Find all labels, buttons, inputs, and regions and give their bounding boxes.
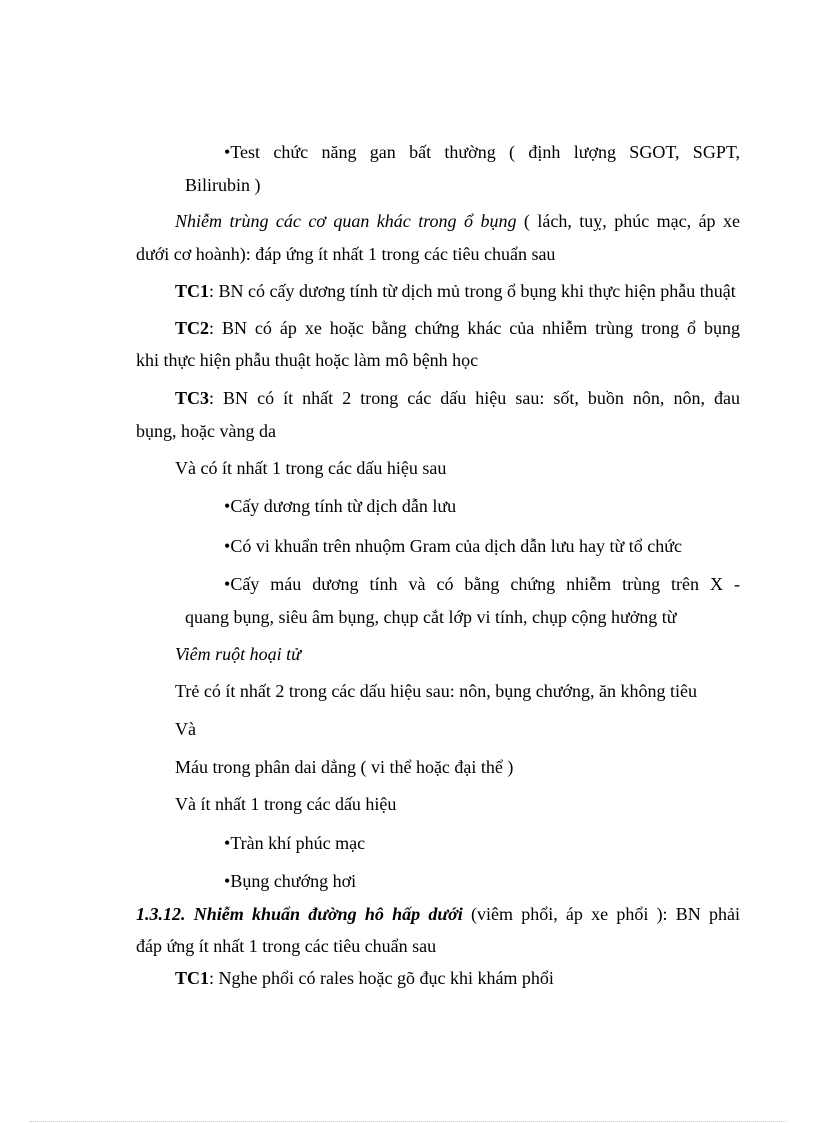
criterion-tc1: TC1: BN có cấy dương tính từ dịch mủ trong ổ bụng khi thực hiện phẫu thuật (175, 281, 736, 301)
section-heading: 1.3.12. Nhiễm khuẩn đường hô hấp dưới (viêm phổi, áp xe phổi ): BN phải (136, 904, 740, 924)
nec-line-2: Và (175, 719, 196, 739)
bullet-icon: • (224, 142, 231, 162)
bullet-liver-test-cont: Bilirubin ) (185, 175, 261, 195)
criterion-tc3: TC3: BN có ít nhất 2 trong các dấu hiệu sau: sốt, buồn nôn, nôn, đau (175, 388, 740, 408)
criterion-tc3-cont: bụng, hoặc vàng da (136, 421, 276, 441)
nec-title: Viêm ruột hoại tử (175, 644, 301, 664)
criterion-label: TC1 (175, 281, 210, 301)
bullet-item: • Có vi khuẩn trên nhuộm Gram của dịch dẫn lưu hay từ tổ chức (224, 535, 682, 557)
criterion-label: TC3 (175, 388, 210, 408)
nec-line-1: Trẻ có ít nhất 2 trong các dấu hiệu sau: nôn, bụng chướng, ăn không tiêu (175, 681, 698, 701)
paragraph-intra-abdominal-cont: dưới cơ hoành): đáp ứng ít nhất 1 trong các tiêu chuẩn sau (136, 244, 556, 264)
nec-line-4: Và ít nhất 1 trong các dấu hiệu (175, 794, 397, 814)
page-bottom-rule (30, 1121, 786, 1122)
bullet-item: • Bụng chướng hơi (224, 870, 356, 892)
criterion-tc1-respiratory: TC1: Nghe phổi có rales hoặc gõ đục khi khám phổi (175, 968, 554, 988)
section-title: 1.3.12. Nhiễm khuẩn đường hô hấp dưới (136, 904, 463, 924)
criterion-tc2: TC2: BN có áp xe hoặc bằng chứng khác của nhiễm trùng trong ổ bụng (175, 318, 740, 338)
criterion-label: TC1 (175, 968, 210, 988)
italic-heading: Nhiễm trùng các cơ quan khác trong ổ bụng (175, 211, 517, 231)
bullet-blood-culture: • Cấy máu dương tính và có bằng chứng nhiễm trùng trên X - (224, 573, 740, 595)
criterion-tc2-cont: khi thực hiện phẫu thuật hoặc làm mô bệnh học (136, 350, 479, 370)
bullet-blood-culture-cont: quang bụng, siêu âm bụng, chụp cắt lớp vi tính, chụp cộng hưởng từ (185, 607, 677, 627)
nec-line-3: Máu trong phân dai dẳng ( vi thể hoặc đại thể ) (175, 757, 514, 777)
bullet-item: • Cấy dương tính từ dịch dẫn lưu (224, 495, 456, 517)
paragraph-intra-abdominal: Nhiễm trùng các cơ quan khác trong ổ bụng ( lách, tuỵ, phúc mạc, áp xe (175, 211, 740, 231)
bullet-item: • Tràn khí phúc mạc (224, 832, 365, 854)
section-heading-cont: đáp ứng ít nhất 1 trong các tiêu chuẩn sau (136, 936, 437, 956)
and-line: Và có ít nhất 1 trong các dấu hiệu sau (175, 458, 447, 478)
criterion-label: TC2 (175, 318, 210, 338)
bullet-liver-test: •Test chức năng gan bất thường ( định lượng SGOT, SGPT, (224, 142, 740, 162)
